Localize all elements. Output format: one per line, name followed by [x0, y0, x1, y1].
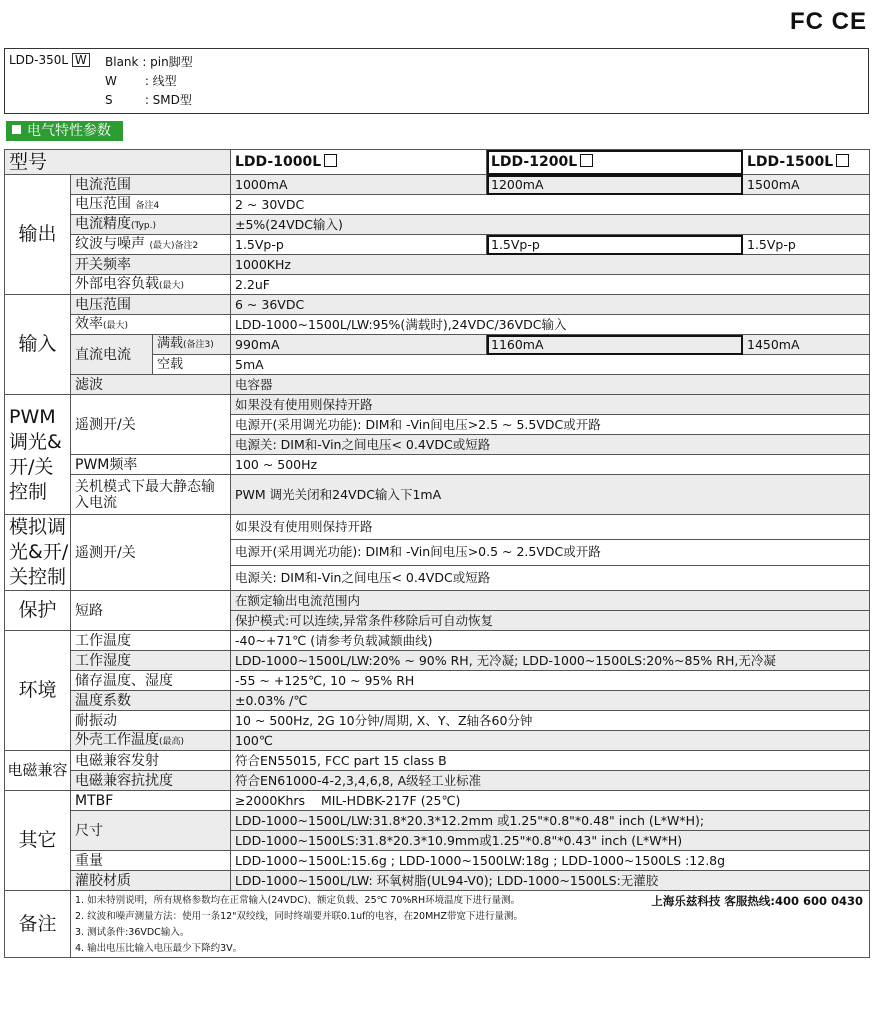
- row-label: 遥测开/关: [71, 395, 231, 455]
- cell-value: LDD-1000~1500L:15.6g ; LDD-1000~1500LW:18g ; LDD-1000~1500LS :12.8g: [231, 851, 870, 871]
- row-label: 直流电流: [71, 335, 153, 375]
- row-label: [71, 315, 231, 335]
- row-label: 滤波: [71, 375, 231, 395]
- row-label: 开关频率: [71, 255, 231, 275]
- table-row: [5, 691, 870, 711]
- model-1200: [487, 150, 743, 175]
- order-option-s: [105, 91, 192, 108]
- table-row: [5, 175, 870, 195]
- cell-value: 1.5Vp-p: [743, 235, 870, 255]
- cell-value: LDD-1000~1500L/LW:31.8*20.3*12.2mm 或1.25"*0.8"*0.48" inch (L*W*H);: [231, 811, 870, 831]
- table-row: [5, 215, 870, 235]
- order-model-prefix: LDD-350L: [9, 53, 69, 67]
- cell-value: 电容器: [231, 375, 870, 395]
- cell-value: 1.5Vp-p: [487, 235, 743, 255]
- table-row: [5, 395, 870, 415]
- table-row: [5, 315, 870, 335]
- cell-value: 100 ~ 500Hz: [231, 455, 870, 475]
- group-pwm: PWM调光&开/关控制: [5, 395, 71, 515]
- label-text: 外部电容负载: [75, 275, 159, 292]
- cell-value: 1160mA: [487, 335, 743, 355]
- option-code: S: [105, 93, 113, 107]
- checkbox-icon: [580, 154, 593, 167]
- table-row: [5, 771, 870, 791]
- table-row: [5, 295, 870, 315]
- cell-value: 5mA: [231, 355, 870, 375]
- group-protection: 保护: [5, 591, 71, 631]
- cell-value: ±5%(24VDC输入): [231, 215, 870, 235]
- row-label: 工作湿度: [71, 651, 231, 671]
- group-other: 其它: [5, 791, 71, 891]
- cell-value: 如果没有使用则保持开路: [231, 515, 870, 540]
- table-row: [5, 851, 870, 871]
- label-note: (最大)备注2: [149, 240, 199, 251]
- remark-line: 3. 测试条件:36VDC输入。: [75, 927, 190, 938]
- label-text: 外壳工作温度: [75, 731, 159, 748]
- row-label: 温度系数: [71, 691, 231, 711]
- row-label: 关机模式下最大静态输入电流: [71, 475, 231, 515]
- group-emc: 电磁兼容: [5, 751, 71, 791]
- cell-value: PWM 调光关闭和24VDC输入下1mA: [231, 475, 870, 515]
- table-header-row: [5, 150, 870, 175]
- row-label: 电磁兼容抗扰度: [71, 771, 231, 791]
- group-output: 输出: [5, 175, 71, 295]
- label-note: (最大): [103, 320, 129, 331]
- cell-value: 1000mA: [231, 175, 487, 195]
- table-row: [5, 335, 870, 355]
- cell-value: ±0.03% /℃: [231, 691, 870, 711]
- model-name: LDD-1000L: [235, 154, 322, 170]
- row-label: 电流范围: [71, 175, 231, 195]
- group-environment: 环境: [5, 631, 71, 751]
- group-input: 输入: [5, 295, 71, 395]
- cell-value: 保护模式:可以连续,异常条件移除后可自动恢复: [231, 611, 870, 631]
- remark-line: 2. 纹波和噪声测量方法：使用一条12"双绞线，同时终端要并联0.1uf的电容，在20MHZ带宽下进行量测。: [75, 911, 523, 922]
- label-text: 电压范围: [75, 195, 131, 212]
- cell-value: 6 ~ 36VDC: [231, 295, 870, 315]
- section-title: [6, 121, 123, 141]
- cell-value: 1200mA: [487, 175, 743, 195]
- cell-value: ≥2000Khrs MIL-HDBK-217F (25℃): [231, 791, 870, 811]
- checkbox-icon: [324, 154, 337, 167]
- model-name: LDD-1200L: [491, 154, 578, 170]
- sub-label: [153, 335, 231, 355]
- row-label: 电压范围: [71, 295, 231, 315]
- checkbox-icon: [836, 154, 849, 167]
- table-row: [5, 455, 870, 475]
- row-label: [71, 731, 231, 751]
- table-row: [5, 195, 870, 215]
- row-label: 尺寸: [71, 811, 231, 851]
- remark-line: 4. 输出电压比输入电压最少下降约3V。: [75, 943, 243, 954]
- cell-value: 符合EN55015, FCC part 15 class B: [231, 751, 870, 771]
- label-note: (备注3): [183, 340, 214, 350]
- row-label: 电磁兼容发射: [71, 751, 231, 771]
- row-label: 工作温度: [71, 631, 231, 651]
- option-code: Blank: [105, 55, 139, 69]
- cell-value: 100℃: [231, 731, 870, 751]
- model-name: LDD-1500L: [747, 154, 834, 170]
- cell-value: 1500mA: [743, 175, 870, 195]
- table-row: [5, 651, 870, 671]
- cell-value: -40~+71℃ (请参考负载减额曲线): [231, 631, 870, 651]
- section-title-text: 电气特性参数: [27, 123, 111, 139]
- table-row: [5, 631, 870, 651]
- option-desc: : SMD型: [144, 93, 192, 107]
- row-label: PWM频率: [71, 455, 231, 475]
- cell-value: LDD-1000~1500L/LW:20% ~ 90% RH, 无冷凝; LDD-1000~1500LS:20%~85% RH,无冷凝: [231, 651, 870, 671]
- label-text: 效率: [75, 315, 103, 332]
- cell-value: 如果没有使用则保持开路: [231, 395, 870, 415]
- cell-value: 在额定输出电流范围内: [231, 591, 870, 611]
- cell-value: LDD-1000~1500L/LW: 环氧树脂(UL94-V0); LDD-1000~1500LS:无灌胶: [231, 871, 870, 891]
- table-row: [5, 711, 870, 731]
- table-row: [5, 475, 870, 515]
- row-label: 遥测开/关: [71, 515, 231, 591]
- row-label: 储存温度、湿度: [71, 671, 231, 691]
- cell-value: 2.2uF: [231, 275, 870, 295]
- table-row: [5, 235, 870, 255]
- table-row: [5, 811, 870, 831]
- cell-value: 990mA: [231, 335, 487, 355]
- row-label: [71, 275, 231, 295]
- cell-value: LDD-1000~1500LS:31.8*20.3*10.9mm或1.25"*0.8"*0.43" inch (L*W*H): [231, 831, 870, 851]
- cell-value: 1.5Vp-p: [231, 235, 487, 255]
- label-note: (最大): [159, 280, 185, 291]
- label-note: 备注4: [135, 200, 160, 211]
- label-text: 满载: [157, 336, 184, 351]
- cell-value: LDD-1000~1500L/LW:95%(满载时),24VDC/36VDC输入: [231, 315, 870, 335]
- table-row: [5, 791, 870, 811]
- model-header-label: 型号: [5, 150, 231, 175]
- hotline-text: 上海乐兹科技 客服热线:400 600 0430: [651, 894, 863, 908]
- cell-value: 1450mA: [743, 335, 870, 355]
- order-suffix-box: W: [72, 53, 90, 67]
- sub-label: 空载: [153, 355, 231, 375]
- table-row: [5, 255, 870, 275]
- table-row: [5, 591, 870, 611]
- label-note: (Typ.): [131, 220, 157, 231]
- model-1500: [743, 150, 870, 175]
- label-text: 纹波与噪声: [75, 235, 145, 252]
- option-desc: : 线型: [144, 74, 177, 88]
- group-analog: 模拟调光&开/关控制: [5, 515, 71, 591]
- cell-value: -55 ~ +125℃, 10 ~ 95% RH: [231, 671, 870, 691]
- row-label: [71, 195, 231, 215]
- cell-value: 电源关: DIM和-Vin之间电压< 0.4VDC或短路: [231, 435, 870, 455]
- cell-value: 1000KHz: [231, 255, 870, 275]
- table-row: [5, 871, 870, 891]
- cell-value: 10 ~ 500Hz, 2G 10分钟/周期, X、Y、Z轴各60分钟: [231, 711, 870, 731]
- label-text: 电流精度: [75, 215, 131, 232]
- remark-line: 1. 如未特别说明，所有规格参数均在正常输入(24VDC)、额定负载、25℃ 70%RH环境温度下进行量测。: [75, 895, 521, 906]
- remarks-cell: [71, 891, 870, 958]
- order-option-blank: [105, 53, 193, 70]
- table-row: [5, 731, 870, 751]
- label-note: (最高): [159, 736, 185, 747]
- table-row: [5, 275, 870, 295]
- row-label: 重量: [71, 851, 231, 871]
- fc-ce-logo: FC CE: [790, 8, 867, 35]
- table-row: [5, 515, 870, 540]
- row-label: [71, 235, 231, 255]
- cell-value: 电源开(采用调光功能): DIM和 -Vin间电压>2.5 ~ 5.5VDC或开路: [231, 415, 870, 435]
- row-label: MTBF: [71, 791, 231, 811]
- model-1000: [231, 150, 487, 175]
- square-bullet-icon: [12, 125, 21, 134]
- spec-table: [4, 149, 870, 958]
- row-label: [71, 215, 231, 235]
- cell-value: 电源关: DIM和-Vin之间电压< 0.4VDC或短路: [231, 565, 870, 590]
- table-row: [5, 751, 870, 771]
- option-desc: : pin脚型: [142, 55, 193, 69]
- cell-value: 符合EN61000-4-2,3,4,6,8, A级轻工业标准: [231, 771, 870, 791]
- table-row: [5, 375, 870, 395]
- cell-value: 电源开(采用调光功能): DIM和 -Vin间电压>0.5 ~ 2.5VDC或开路: [231, 540, 870, 565]
- table-row: [5, 671, 870, 691]
- row-label: 灌胶材质: [71, 871, 231, 891]
- table-row: [5, 891, 870, 958]
- group-remarks: 备注: [5, 891, 71, 958]
- row-label: 短路: [71, 591, 231, 631]
- order-option-w: [105, 72, 177, 89]
- row-label: 耐振动: [71, 711, 231, 731]
- order-model-line: [9, 53, 90, 67]
- cell-value: 2 ~ 30VDC: [231, 195, 870, 215]
- order-info-box: [4, 48, 869, 114]
- option-code: W: [105, 74, 117, 88]
